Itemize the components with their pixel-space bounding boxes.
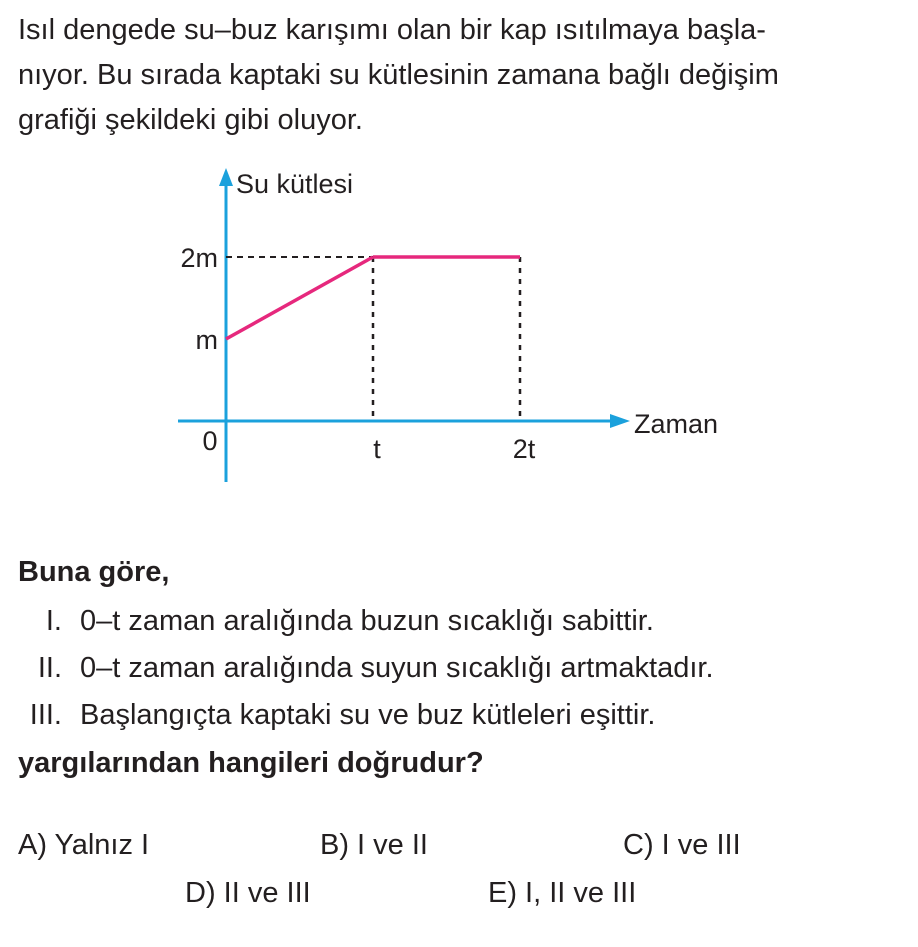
option-c[interactable]: C) I ve III bbox=[623, 829, 741, 861]
y-tick-label-m: m bbox=[195, 325, 218, 355]
intro-line: nıyor. Bu sırada kaptaki su kütlesinin zamana bağlı değişim bbox=[18, 59, 779, 91]
x-axis-label: Zaman bbox=[634, 409, 719, 439]
y-axis-arrow-icon bbox=[219, 168, 233, 186]
statement-text: 0–t zaman aralığında buzun sıcaklığı sabittir. bbox=[80, 605, 654, 637]
statement-number: I. bbox=[45, 605, 62, 637]
statement-number: II. bbox=[37, 652, 62, 684]
x-tick-label-2t: 2t bbox=[512, 434, 536, 464]
statement-3 bbox=[29, 699, 656, 732]
origin-label: 0 bbox=[202, 426, 218, 456]
x-tick-label-t: t bbox=[373, 434, 381, 464]
series-segment-0 bbox=[226, 257, 373, 339]
option-a[interactable]: A) Yalnız I bbox=[18, 829, 150, 861]
statement-text: 0–t zaman aralığında suyun sıcaklığı artmaktadır. bbox=[80, 652, 714, 684]
x-axis-arrow-icon bbox=[610, 414, 630, 428]
y-tick-label-2m: 2m bbox=[180, 243, 218, 273]
statement-2 bbox=[37, 652, 714, 685]
option-b[interactable]: B) I ve II bbox=[320, 829, 428, 861]
lead-text: Buna göre, bbox=[18, 556, 170, 588]
option-d[interactable]: D) II ve III bbox=[185, 877, 311, 909]
statement-text: Başlangıçta kaptaki su ve buz kütleleri eşittir. bbox=[80, 699, 656, 731]
question-prompt: yargılarından hangileri doğrudur? bbox=[18, 747, 484, 779]
statement-1 bbox=[45, 605, 654, 638]
option-e[interactable]: E) I, II ve III bbox=[488, 877, 637, 909]
intro-line: grafiği şekildeki gibi oluyor. bbox=[18, 104, 363, 136]
statement-number: III. bbox=[29, 699, 62, 731]
intro-line: Isıl dengede su–buz karışımı olan bir kap ısıtılmaya başla- bbox=[18, 14, 766, 46]
y-axis-label: Su kütlesi bbox=[236, 169, 354, 199]
